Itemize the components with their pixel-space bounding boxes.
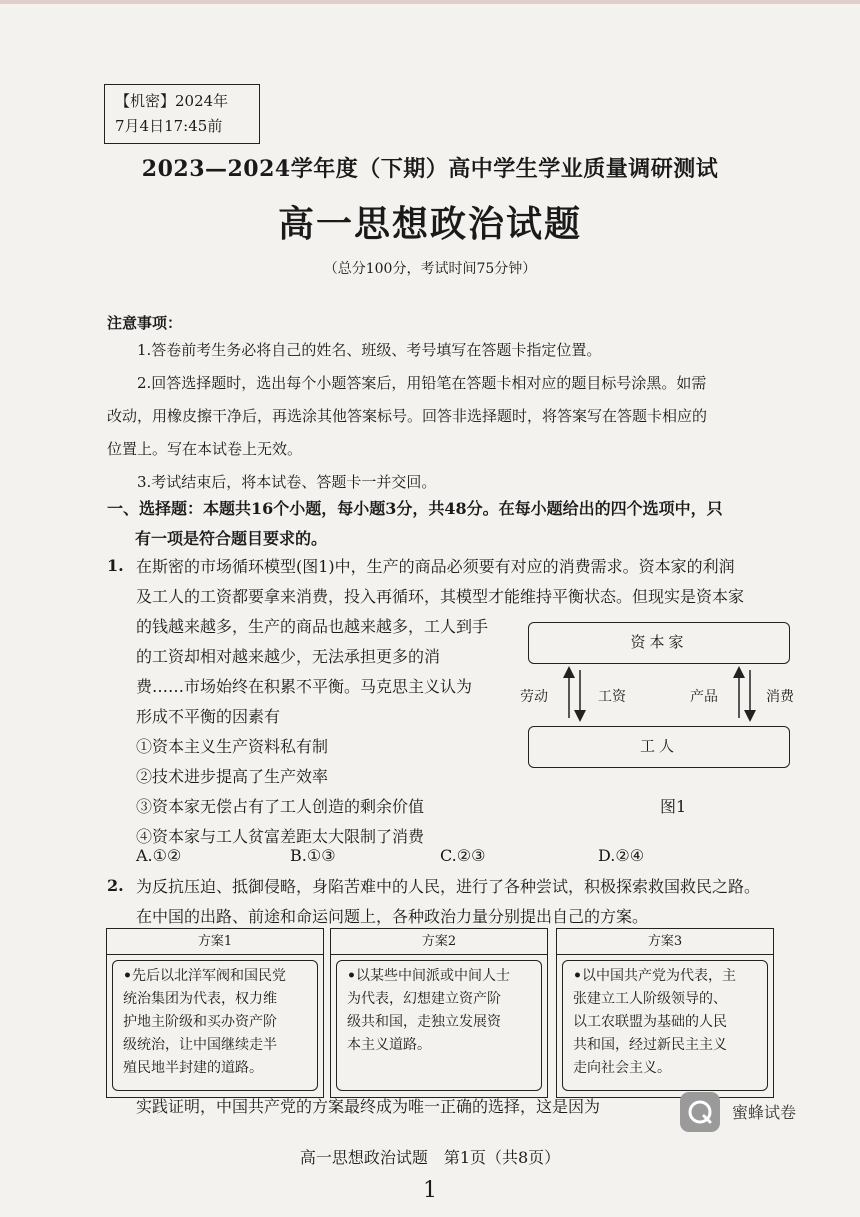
plan-1-line-5: 殖民地半封建的道路。 [123, 1060, 263, 1076]
plan-2-title: 方案2 [331, 929, 547, 955]
worker-box: 工人 [528, 726, 790, 768]
scan-edge [0, 0, 860, 4]
notice-item-2-line-3: 位置上。写在本试卷上无效。 [107, 440, 303, 458]
q1-option-d[interactable]: D.②④ [598, 846, 645, 865]
plan-2-card [330, 928, 548, 1098]
plan-3-line-3: 以工农联盟为基础的人民 [573, 1014, 727, 1030]
plan-3-line-4: 共和国，经过新民主主义 [573, 1037, 727, 1053]
bee-app-icon [680, 1092, 720, 1132]
plan-3-card [556, 928, 774, 1098]
q1-option-b[interactable]: B.①③ [290, 846, 336, 865]
plan-3-body [562, 960, 768, 1091]
q1-item-1: ①资本主义生产资料私有制 [136, 737, 329, 756]
plan-1-line-3: 护地主阶级和买办资产阶 [123, 1014, 277, 1030]
exam-title: 高一思想政治试题 [277, 203, 582, 245]
label-wage: 工资 [598, 689, 626, 705]
bullet-icon: • [573, 968, 582, 984]
label-product: 产品 [690, 689, 718, 705]
q1-number: 1. [107, 556, 124, 575]
figure-1-market-cycle [520, 618, 800, 818]
plan-2-line-1: 以某些中间派或中间人士 [355, 968, 510, 984]
q1-item-4: ④资本家与工人贫富差距太大限制了消费 [136, 827, 425, 846]
q1-line-2: 及工人的工资都要拿来消费，投入再循环，其模型才能维持平衡状态。但现实是资本家 [136, 587, 745, 606]
page-footer: 高一思想政治试题 第1页（共8页） [299, 1148, 561, 1167]
flow-arrows-icon [520, 618, 800, 778]
confidential-line-1: 【机密】2024年 [115, 92, 229, 110]
q1-item-2: ②技术进步提高了生产效率 [136, 767, 329, 786]
plan-2-line-4: 本主义道路。 [347, 1037, 431, 1053]
q1-item-3: ③资本家无偿占有了工人创造的剩余价值 [136, 797, 425, 816]
q1-option-a[interactable]: A.①② [136, 846, 182, 865]
q1-line-3: 的钱越来越多，生产的商品也越来越多，工人到手 [136, 617, 489, 636]
q2-conclusion: 实践证明，中国共产党的方案最终成为唯一正确的选择，这是因为 [136, 1097, 601, 1116]
section-heading [107, 494, 787, 554]
figure-caption: 图1 [660, 797, 687, 816]
notice-item-2-line-2: 改动，用橡皮擦干净后，再选涂其他答案标号。回答非选择题时，将答案写在答题卡相应的 [107, 407, 708, 425]
bullet-icon: • [123, 968, 132, 984]
plan-1-body [112, 960, 318, 1091]
plan-1-card [106, 928, 324, 1098]
notice-list [107, 334, 787, 499]
label-consume: 消费 [766, 689, 794, 705]
plan-3-line-2: 张建立工人阶级领导的、 [573, 991, 727, 1007]
plan-1-line-4: 级统治，让中国继续走半 [123, 1037, 277, 1053]
q1-line-5: 费……市场始终在积累不平衡。马克思主义认为 [136, 677, 473, 696]
q2-line-1: 为反抗压迫、抵御侵略，身陷苦难中的人民，进行了各种尝试，积极探索救国救民之路。 [136, 877, 761, 896]
q1-line-1: 在斯密的市场循环模型(图1)中，生产的商品必须要有对应的消费需求。资本家的利润 [136, 557, 735, 576]
notice-item-2-line-1: 2.回答选择题时，选出每个小题答案后，用铅笔在答题卡相对应的题目标号涂黑。如需 [137, 374, 707, 392]
bullet-icon: • [347, 968, 356, 984]
page-number: 1 [423, 1178, 437, 1203]
plan-1-line-2: 统治集团为代表，权力维 [123, 991, 277, 1007]
exam-meta: （总分100分，考试时间75分钟） [323, 261, 537, 277]
plan-2-body [336, 960, 542, 1091]
plan-3-line-5: 走向社会主义。 [573, 1060, 671, 1076]
exam-subtitle: 2023—2024学年度（下期）高中学生学业质量调研测试 [141, 156, 719, 182]
plan-2-line-2: 为代表，幻想建立资产阶 [347, 991, 501, 1007]
q2-number: 2. [107, 876, 124, 895]
notice-item-3: 3.考试结束后，将本试卷、答题卡一并交回。 [137, 473, 437, 491]
q2-stem [136, 872, 806, 932]
section-heading-line-2: 有一项是符合题目要求的。 [135, 529, 328, 548]
plan-3-title: 方案3 [557, 929, 773, 955]
plan-3-line-1: 以中国共产党为代表，主 [581, 968, 736, 984]
watermark-text: 蜜蜂试卷 [732, 1103, 797, 1122]
notice-title: 注意事项： [107, 314, 183, 332]
q1-line-4: 的工资却相对越来越少，无法承担更多的消 [136, 647, 441, 666]
label-labor: 劳动 [520, 689, 548, 705]
plan-1-title: 方案1 [107, 929, 323, 955]
plan-2-line-3: 级共和国，走独立发展资 [347, 1014, 501, 1030]
q1-option-c[interactable]: C.②③ [440, 846, 486, 865]
notice-item-1: 1.答卷前考生务必将自己的姓名、班级、考号填写在答题卡指定位置。 [137, 341, 602, 359]
q2-line-2: 在中国的出路、前途和命运问题上，各种政治力量分别提出自己的方案。 [136, 907, 649, 926]
q1-line-6: 形成不平衡的因素有 [136, 707, 281, 726]
capitalist-box: 资本家 [528, 622, 790, 664]
section-heading-line-1: 一、选择题：本题共16个小题，每小题3分，共48分。在每小题给出的四个选项中，只 [107, 499, 723, 518]
confidential-line-2: 7月4日17:45前 [115, 117, 223, 135]
confidential-box [104, 84, 260, 144]
plan-1-line-1: 先后以北洋军阀和国民党 [131, 968, 286, 984]
